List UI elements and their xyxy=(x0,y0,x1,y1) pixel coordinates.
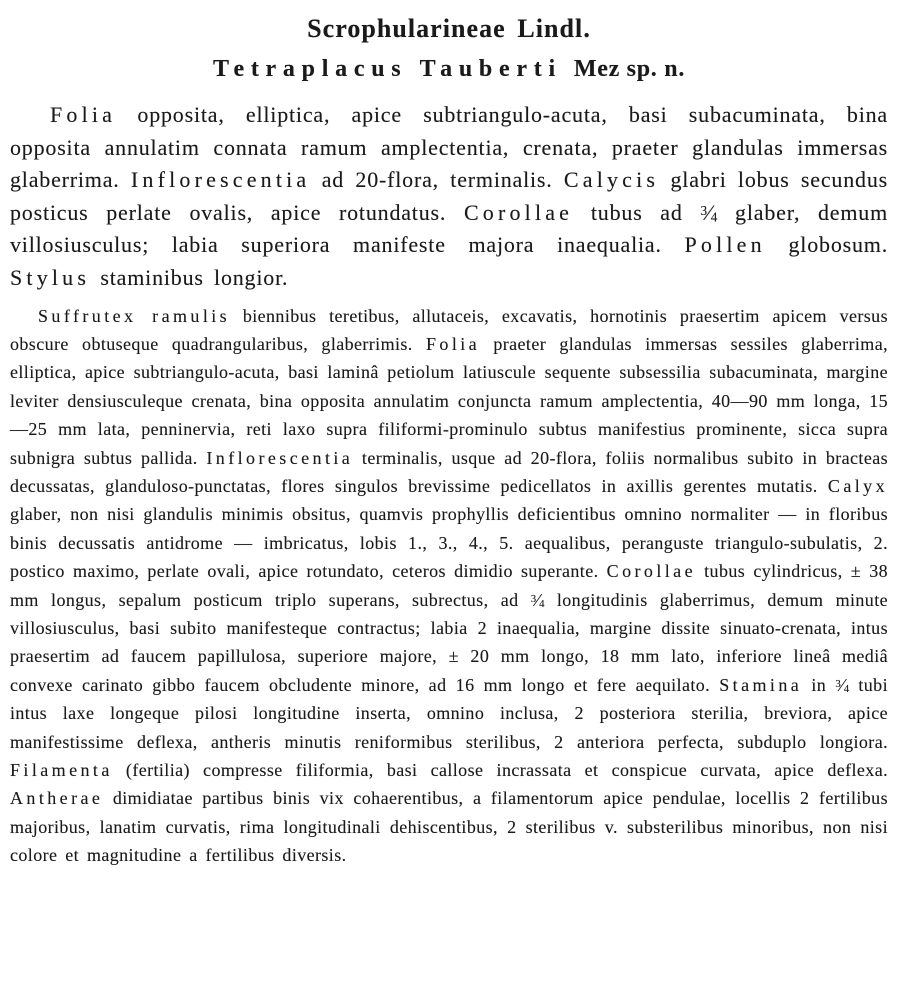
text-run: glabri lobus secundus posticus perlate ovalis, apice rotundatus. xyxy=(10,167,888,225)
text-run: longitudinis glaberrimus, demum minute villosiusculus, basi subito manifesteque contractus; labia 2 inaequalia, margine dissite sinuato-crenata, intus praesertim ad faucem papillulosa, superiore majore, ± 20 mm longo, 18 mm lato, inferiore lineâ mediâ convexe carinato gibbo faucem obcludente minore, ad 16 mm longo et fere aequilato. xyxy=(10,589,888,695)
family-author: Lindl. xyxy=(517,14,591,43)
text-run: dimidiatae partibus binis vix cohaerentibus, a filamentorum apice pendulae, locellis 2 fertilibus majoribus, lanatim curvatis, rima longitudinali dehiscentibus, 2 sterilibus v. substerilibus minoribus, non nisi colore et magnitudine a fertilibus diversis. xyxy=(10,788,888,866)
text-run: tubus cylindricus, ± 38 mm longus, sepalum posticum triplo superans, subrectus, ad xyxy=(10,561,888,610)
text-run: (fertilia) compresse filiformia, basi callose incrassata et conspicue curvata, apice deflexa. xyxy=(112,760,888,781)
emphasized-term: Inflorescentia xyxy=(206,447,354,468)
emphasized-term: Corollae xyxy=(463,199,574,225)
emphasized-term: Filamenta xyxy=(10,760,113,781)
emphasized-term: Stylus xyxy=(10,264,91,290)
text-run: globosum. xyxy=(765,232,888,258)
family-heading xyxy=(10,14,888,44)
emphasized-term: Calycis xyxy=(563,167,660,193)
emphasized-term: Stamina xyxy=(719,674,803,695)
description-paragraph xyxy=(10,302,888,870)
emphasized-term: Corollae xyxy=(606,561,696,582)
species-name: Tetraplacus Tauberti xyxy=(212,56,562,82)
diagnosis-paragraph xyxy=(10,99,888,295)
text-run: tubi intus laxe longeque pilosi longitudine inserta, omnino inclusa, 2 posteriora sterilia, breviora, apice manifestissime deflexa, antheris minutis reniformibus sterilibus, 2 anteriora perfecta, subduplo longiora. xyxy=(10,674,888,752)
text-run: biennibus teretibus, allutaceis, excavatis, hornotinis praesertim apicem versus obscure obtuseque quadrangularibus, glaberrimis. xyxy=(10,305,888,354)
text-run: glaber, non nisi glandulis minimis obsitus, quamvis prophyllis deficientibus omnino normaliter — in floribus binis decussatis antidrome — imbricatus, lobis 1., 3., 4., 5. aequalibus, peranguste triangulo-subulatis, 2. postico maximo, perlate ovali, apice rotundato, ceteros dimidio superante. xyxy=(10,504,888,582)
emphasized-term: Folia xyxy=(425,333,481,354)
emphasized-term: Folia xyxy=(50,102,117,127)
emphasized-term: Inflorescentia xyxy=(130,167,311,193)
text-run: opposita, elliptica, apice subtriangulo-acuta, basi subacuminata, bina opposita annulatim connata ramum amplectentia, crenata, praeter glandulas immersas glaberrima. xyxy=(10,102,888,193)
text-run: praeter glandulas immersas sessiles glaberrima, elliptica, apice subtriangulo-acuta, basi laminâ petiolum latiuscule sequente subsessilia subacuminata, margine leviter densiusculeque crenata, bina opposita annulatim conjuncta ramum amplectentia, 40—90 mm longa, 15—25 mm lata, penninervia, reti laxo supra filiformi-prominulo subtus manifestius prominente, sicca supra subnigra subtus pallida. xyxy=(10,333,888,468)
emphasized-term: Suffrutex ramulis xyxy=(38,305,231,326)
species-heading xyxy=(10,56,888,83)
text-run: glaber, demum villosiusculus; labia superiora manifeste majora inaequalia. xyxy=(10,199,888,258)
species-author: Mez sp. n. xyxy=(573,56,686,82)
fraction: $^3⁄_4$ xyxy=(530,589,545,610)
text-run: staminibus longior. xyxy=(90,264,289,290)
text-run: in xyxy=(802,674,836,695)
emphasized-term: Calyx xyxy=(827,476,888,496)
family-name: Scrophularineae xyxy=(307,14,506,43)
emphasized-term: Pollen xyxy=(684,232,766,258)
fraction: $^3⁄_4$ xyxy=(835,674,850,695)
fraction: $^3⁄_4$ xyxy=(700,199,718,225)
emphasized-term: Antherae xyxy=(10,788,104,809)
text-run: ad 20-flora, terminalis. xyxy=(310,167,564,193)
text-run: tubus ad xyxy=(573,199,701,225)
text-run: terminalis, usque ad 20-flora, foliis normalibus subito in bracteas decussatas, glanduloso-punctatas, flores singulos brevissime pedicellatos in axillis gerentes mutatis. xyxy=(10,447,888,496)
